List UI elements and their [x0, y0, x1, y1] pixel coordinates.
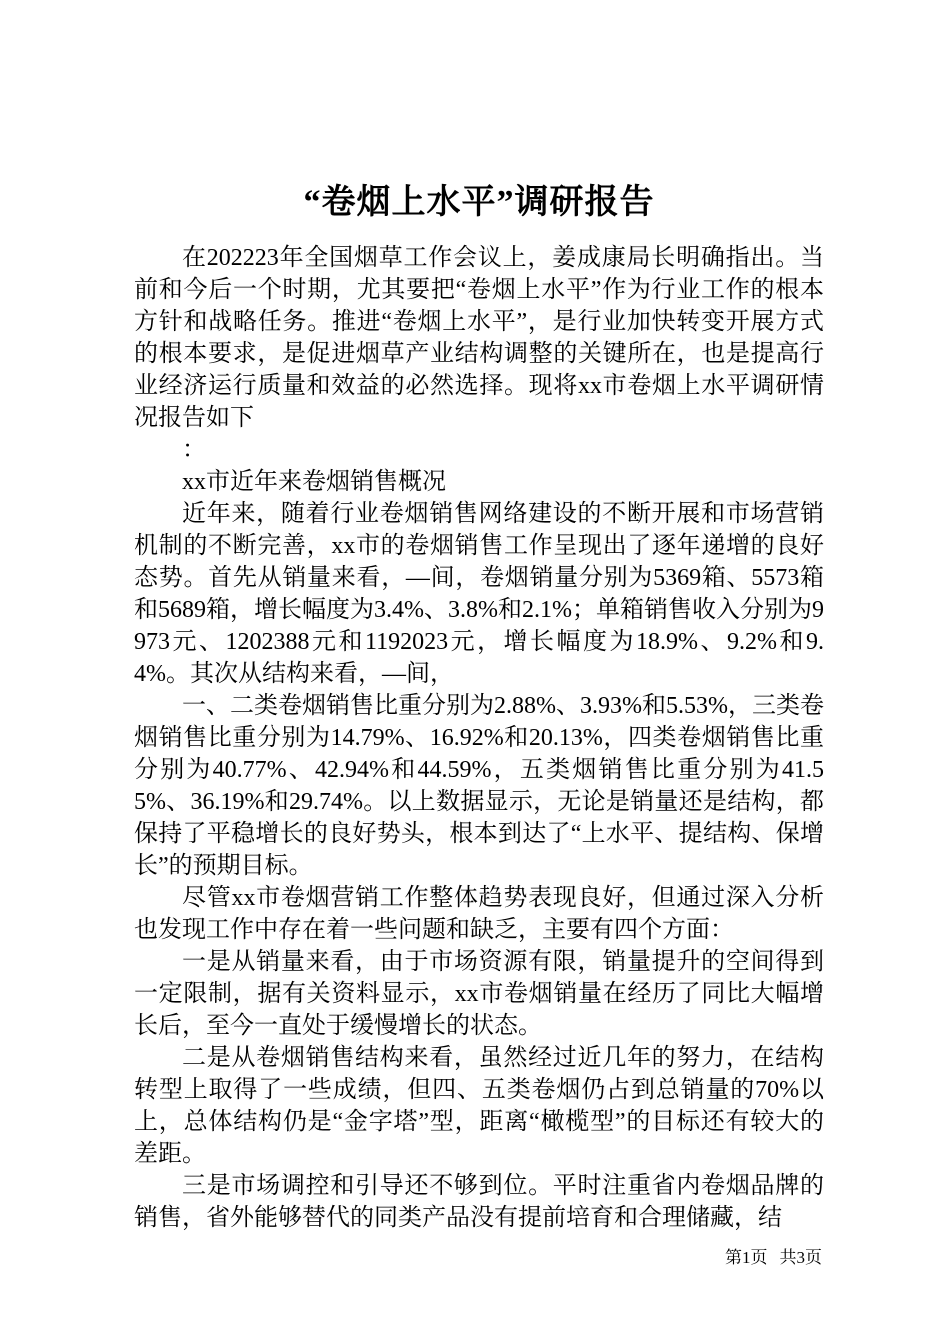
body-paragraph: 尽管xx市卷烟营销工作整体趋势表现良好，但通过深入分析也发现工作中存在着一些问题和缺乏，主要有四个方面：	[134, 885, 824, 943]
document-title: “卷烟上水平”调研报告	[303, 184, 655, 221]
page-footer	[725, 1243, 822, 1268]
total-pages-label: 共3页	[779, 1248, 822, 1267]
body-paragraph: 一、二类卷烟销售比重分别为2.88%、3.93%和5.53%，三类卷烟销售比重分别为14.79%、16.92%和20.13%，四类卷烟销售比重分别为40.77%、42.94%和44.59%，五类烟销售比重分别为41.55%、36.19%和29.74%。以上数据显示，无论是销量还是结构，都保持了平稳增长的良好势头，根本到达了“上水平、提结构、保增长”的预期目标。	[134, 693, 824, 879]
body-paragraph: 一是从销量来看，由于市场资源有限，销量提升的空间得到一定限制，据有关资料显示，xx市卷烟销量在经历了同比大幅增长后，至今一直处于缓慢增长的状态。	[134, 949, 824, 1039]
body-paragraph: 在202223年全国烟草工作会议上，姜成康局长明确指出。当前和今后一个时期，尤其要把“卷烟上水平”作为行业工作的根本方针和战略任务。推进“卷烟上水平”，是行业加快转变开展方式的根本要求，是促进烟草产业结构调整的关键所在，也是提高行业经济运行质量和效益的必然选择。现将xx市卷烟上水平调研情况报告如下	[134, 245, 824, 431]
body-paragraph: ：	[182, 437, 206, 463]
body-paragraph: 二是从卷烟销售结构来看，虽然经过近几年的努力，在结构转型上取得了一些成绩，但四、五类卷烟仍占到总销量的70%以上，总体结构仍是“金字塔”型，距离“橄榄型”的目标还有较大的差距。	[134, 1045, 824, 1167]
body-paragraph: 近年来，随着行业卷烟销售网络建设的不断开展和市场营销机制的不断完善，xx市的卷烟销售工作呈现出了逐年递增的良好态势。首先从销量来看，—间，卷烟销量分别为5369箱、5573箱和5689箱，增长幅度为3.4%、3.8%和2.1%；单箱销售收入分别为9973元、1202388元和1192023元，增长幅度为18.9%、9.2%和9.4%。其次从结构来看，—间，	[134, 501, 824, 687]
current-page-label: 第1页	[725, 1248, 768, 1267]
document-body	[134, 242, 824, 1234]
section-heading: xx市近年来卷烟销售概况	[182, 469, 446, 495]
body-paragraph: 三是市场调控和引导还不够到位。平时注重省内卷烟品牌的销售，省外能够替代的同类产品没有提前培育和合理储藏，结	[134, 1173, 824, 1231]
document-content	[134, 180, 824, 1234]
